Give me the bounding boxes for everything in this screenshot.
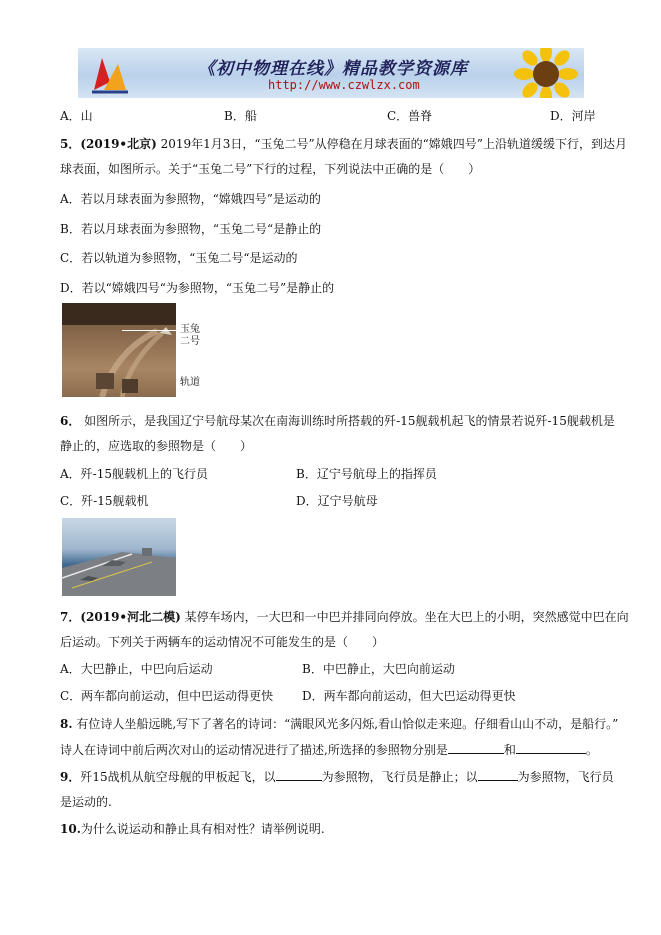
- q4-option-a: A．山: [60, 109, 93, 123]
- pointer-line-rover: [122, 330, 176, 331]
- q4-option-b: B．船: [224, 109, 257, 123]
- q8-text: 有位诗人坐船远眺,写下了著名的诗词：“满眼风光多闪烁,看山恰似走来迎。仔细看山山不动，是船行。”: [72, 717, 619, 731]
- banner-url: http://www.czwlzx.com: [268, 78, 420, 92]
- moon-surface-image: [62, 303, 176, 397]
- q8-text-c: 。: [585, 743, 598, 757]
- q9-text-c: 为参照物，飞行员: [517, 770, 614, 784]
- q7-option-a: A．大巴静止，中巴向后运动: [60, 662, 213, 676]
- q8-text-a: 诗人在诗词中前后两次对山的运动情况进行了描述,所选择的参照物分别是: [60, 743, 448, 757]
- q5-label-rover-2: 二号: [180, 336, 200, 347]
- q5-option-c: C．若以轨道为参照物，“玉兔二号“是运动的: [60, 251, 298, 265]
- q6-option-b: B．辽宁号航母上的指挥员: [296, 467, 437, 481]
- q10-text: 为什么说运动和静止具有相对性？请举例说明.: [80, 822, 325, 836]
- q5-option-b: B．若以月球表面为参照物，“玉兔二号“是静止的: [60, 222, 322, 236]
- q6-option-c: C．歼-15舰载机: [60, 494, 149, 508]
- q10-number: 10.: [60, 822, 81, 836]
- q7-option-b: B．中巴静止，大巴向前运动: [302, 662, 455, 676]
- aircraft-carrier-image: [62, 518, 176, 596]
- q6-text: 如图所示，是我国辽宁号航母某次在南海训练时所搭载的歼-15舰载机起飞的情景若说歼-15舰载机是: [80, 414, 615, 428]
- q7-stem-line1: [60, 609, 629, 625]
- q8-blank-1[interactable]: [448, 741, 504, 754]
- q10-stem: [60, 821, 325, 837]
- q5-label-rover-1: 玉兔: [180, 324, 200, 335]
- q9-text-b: 为参照物，飞行员是静止；以: [321, 770, 478, 784]
- q8-stem-line1: [60, 716, 618, 732]
- q9-stem-line2: 是运动的.: [60, 795, 112, 809]
- q6-number: 6．: [60, 414, 81, 428]
- q4-option-c: C．兽脊: [387, 109, 433, 123]
- q8-stem-line2: [60, 741, 598, 758]
- q6-option-d: D．辽宁号航母: [296, 494, 378, 508]
- q8-text-b: 和: [503, 743, 516, 757]
- q9-number: 9．: [60, 770, 81, 784]
- q7-number: 7．(2019•河北二模): [60, 610, 181, 624]
- q6-stem-line1: [60, 413, 615, 429]
- q8-number: 8.: [60, 717, 73, 731]
- q4-option-d: D．河岸: [550, 109, 596, 123]
- q5-text: 2019年1月3日，“玉兔二号”从停稳在月球表面的“嫦娥四号”上沿轨道缓缓下行，到达月: [156, 137, 627, 151]
- q7-option-c: C．两车都向前运动，但中巴运动得更快: [60, 689, 274, 703]
- q9-text-a: 歼15战机从航空母舰的甲板起飞，以: [80, 770, 276, 784]
- q5-stem-line1: [60, 136, 627, 152]
- q6-option-a: A．歼-15舰载机上的飞行员: [60, 467, 208, 481]
- q5-stem-line2: 球表面，如图所示。关于“玉兔二号”下行的过程，下列说法中正确的是（ ）: [60, 162, 481, 176]
- header-banner: [78, 48, 584, 98]
- q7-text: 某停车场内，一大巴和一中巴并排同向停放。坐在大巴上的小明，突然感觉中巴在向: [180, 610, 629, 624]
- q5-number: 5．(2019•北京): [60, 137, 157, 151]
- q5-moon-rover-photo: [62, 303, 176, 397]
- q7-stem-line2: 后运动。下列关于两辆车的运动情况不可能发生的是（ ）: [60, 635, 385, 649]
- q7-option-d: D．两车都向前运动，但大巴运动得更快: [302, 689, 516, 703]
- q5-label-track: 轨道: [180, 377, 200, 388]
- q9-blank-2[interactable]: [478, 768, 518, 781]
- q9-stem-line1: [60, 768, 614, 785]
- q6-stem-line2: 静止的，应选取的参照物是（ ）: [60, 439, 253, 453]
- q8-blank-2[interactable]: [516, 741, 586, 754]
- q6-carrier-photo: [62, 518, 176, 596]
- q5-option-a: A．若以月球表面为参照物，“嫦娥四号”是运动的: [60, 192, 321, 206]
- banner-title: 《初中物理在线》精品教学资源库: [198, 59, 468, 79]
- q9-blank-1[interactable]: [276, 768, 322, 781]
- q5-option-d: D．若以“嫦娥四号“为参照物，“玉兔二号”是静止的: [60, 281, 335, 295]
- sunflower-icon: [512, 48, 580, 98]
- logo-icon: [88, 52, 132, 94]
